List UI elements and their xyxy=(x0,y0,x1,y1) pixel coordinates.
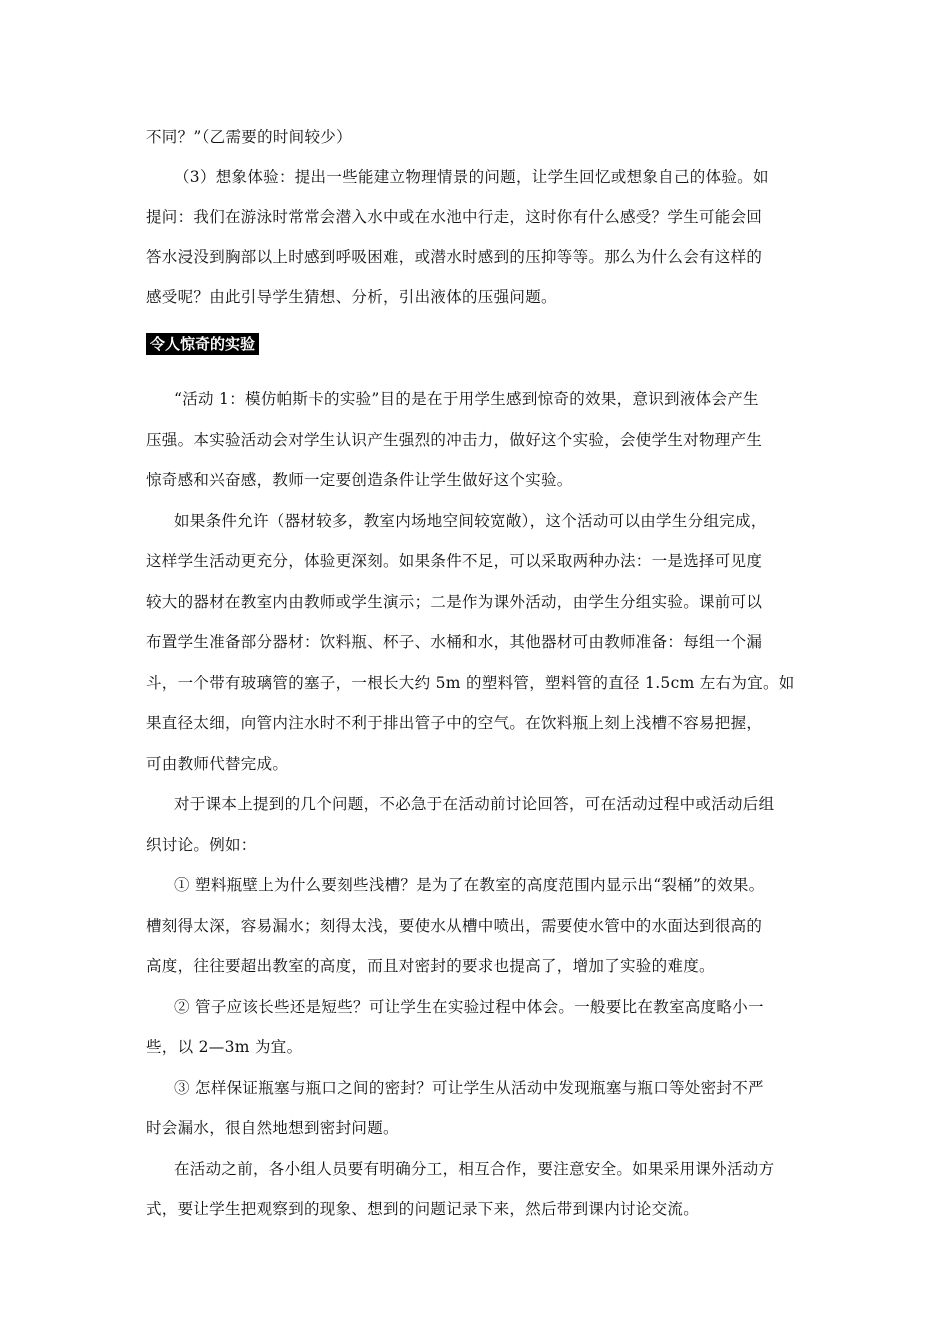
paragraph-line: 果直径太细，向管内注水时不利于排出管子中的空气。在饮料瓶上刻上浅槽不容易把握， xyxy=(146,714,763,732)
paragraph-line: ① 塑料瓶壁上为什么要刻些浅槽？是为了在教室的高度范围内显示出“裂桶”的效果。 xyxy=(174,876,765,894)
paragraph-line: 式，要让学生把观察到的现象、想到的问题记录下来，然后带到课内讨论交流。 xyxy=(146,1200,700,1218)
paragraph-line: 可由教师代替完成。 xyxy=(146,755,289,773)
paragraph-line: 较大的器材在教室内由教师或学生演示；二是作为课外活动，由学生分组实验。课前可以 xyxy=(146,593,763,611)
paragraph-line: 如果条件允许（器材较多，教室内场地空间较宽敞），这个活动可以由学生分组完成， xyxy=(174,512,767,530)
paragraph-line: ② 管子应该长些还是短些？可让学生在实验过程中体会。一般要比在教室高度略小一 xyxy=(174,998,764,1016)
paragraph-line: 不同？”（乙需要的时间较少） xyxy=(146,128,352,146)
paragraph-line: （3）想象体验：提出一些能建立物理情景的问题，让学生回忆或想象自己的体验。如 xyxy=(174,168,769,186)
paragraph-line: 对于课本上提到的几个问题，不必急于在活动前讨论回答，可在活动过程中或活动后组 xyxy=(174,795,775,813)
paragraph-line: 织讨论。例如： xyxy=(146,836,257,854)
paragraph-line: 答水浸没到胸部以上时感到呼吸困难，或潜水时感到的压抑等等。那么为什么会有这样的 xyxy=(146,248,763,266)
paragraph-line: 时会漏水，很自然地想到密封问题。 xyxy=(146,1119,399,1137)
paragraph-line: 在活动之前，各小组人员要有明确分工，相互合作，要注意安全。如果采用课外活动方 xyxy=(174,1160,775,1178)
paragraph-line: 槽刻得太深，容易漏水；刻得太浅，要使水从槽中喷出，需要使水管中的水面达到很高的 xyxy=(146,917,763,935)
paragraph-line: 压强。本实验活动会对学生认识产生强烈的冲击力，做好这个实验，会使学生对物理产生 xyxy=(146,431,763,449)
paragraph-line: 斗，一个带有玻璃管的塞子，一根长大约 5m 的塑料管，塑料管的直径 1.5cm 左右为宜。如 xyxy=(146,674,795,692)
paragraph-line: 感受呢？由此引导学生猜想、分析，引出液体的压强问题。 xyxy=(146,288,557,306)
paragraph-line: “活动 1：模仿帕斯卡的实验”目的是在于用学生感到惊奇的效果，意识到液体会产生 xyxy=(174,390,759,408)
paragraph-line: 布置学生准备部分器材：饮料瓶、杯子、水桶和水，其他器材可由教师准备：每组一个漏 xyxy=(146,633,763,651)
paragraph-line: ③ 怎样保证瓶塞与瓶口之间的密封？可让学生从活动中发现瓶塞与瓶口等处密封不严 xyxy=(174,1079,764,1097)
paragraph-line: 提问：我们在游泳时常常会潜入水中或在水池中行走，这时你有什么感受？学生可能会回 xyxy=(146,208,763,226)
paragraph-line: 惊奇感和兴奋感，教师一定要创造条件让学生做好这个实验。 xyxy=(146,471,573,489)
paragraph-line: 些，以 2—3m 为宜。 xyxy=(146,1038,303,1056)
paragraph-line: 这样学生活动更充分，体验更深刻。如果条件不足，可以采取两种办法：一是选择可见度 xyxy=(146,552,763,570)
section-heading: 令人惊奇的实验 xyxy=(146,333,259,355)
paragraph-line: 高度，往往要超出教室的高度，而且对密封的要求也提高了，增加了实验的难度。 xyxy=(146,957,715,975)
